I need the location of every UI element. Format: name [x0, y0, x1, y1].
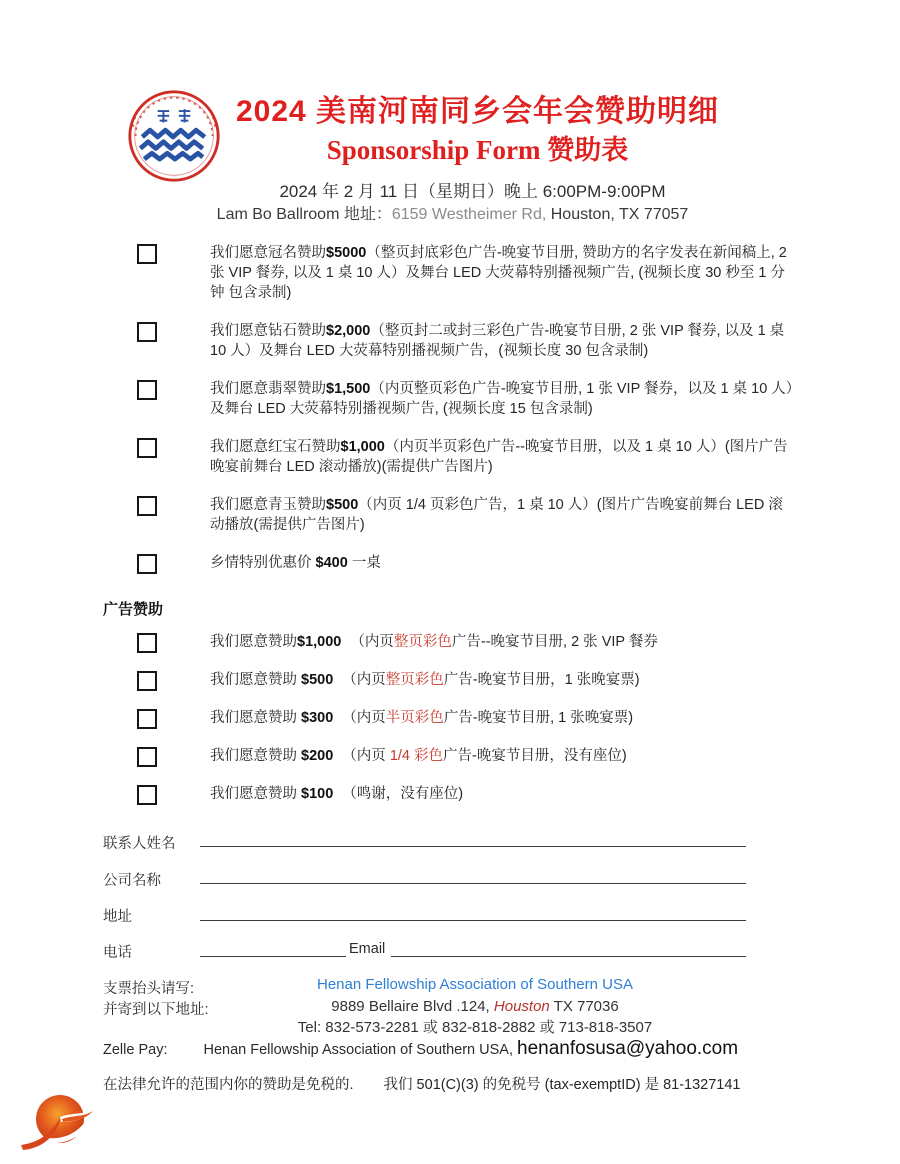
ad-100-text: [210, 784, 795, 804]
ad-row-100: [137, 784, 795, 805]
option-amount: $1,000: [297, 634, 342, 650]
sponsor-row-5000: [137, 243, 795, 303]
option-text: （内页: [342, 748, 390, 764]
sponsor-5000-text: [210, 243, 795, 303]
event-venue: [0, 201, 900, 224]
address-input-line[interactable]: [200, 919, 746, 921]
sponsor-1000-text: [210, 437, 795, 477]
option-text: 我们愿意赞助: [210, 672, 302, 688]
mail-to-label: 并寄到以下地址:: [103, 1002, 209, 1018]
option-text: 我们愿意赞助: [210, 786, 302, 802]
contact-name-input-line[interactable]: [200, 845, 746, 847]
telephone-line: Tel: 832-573-2281 或 832-818-2882 或 713-818-3507: [297, 1019, 653, 1036]
option-amount: $500: [326, 497, 359, 513]
sponsor-1500-text: [210, 379, 795, 419]
ad-100-checkbox[interactable]: [137, 785, 157, 805]
company-name-input-line[interactable]: [200, 882, 746, 884]
ad-200-checkbox[interactable]: [137, 747, 157, 767]
sponsor-400-text: [210, 553, 795, 573]
zelle-email: henanfosusa@yahoo.com: [517, 1038, 739, 1059]
option-text: 一桌: [347, 555, 381, 571]
option-text: （整页封底彩色广告-晚宴节目册, 赞助方的名字发表在新闻稿上, 2 张 VIP 餐券, 以及 1 桌 10 人）及舞台 LED 大荧幕特别播视频广告, (视频长度 30 秒至 1 分钟 包含录制): [210, 245, 787, 301]
option-text: （内页整页彩色广告-晚宴节目册, 1 张 VIP 餐券，以及 1 桌 10 人）及舞台 LED 大荧幕特别播视频广告, (视频长度 15 包含录制): [210, 381, 794, 417]
sponsor-1000-checkbox[interactable]: [137, 438, 157, 458]
option-text: 广告-晚宴节目册，没有座位): [443, 748, 627, 764]
ad-row-200: [137, 746, 795, 767]
ad-500-checkbox[interactable]: [137, 671, 157, 691]
ad-1000-text: [210, 632, 795, 652]
option-text: 广告-晚宴节目册，1 张晚宴票): [443, 672, 640, 688]
check-payable-label: 支票抬头请写:: [103, 981, 195, 997]
email-label: Email: [349, 941, 386, 957]
option-text: （内页: [342, 710, 386, 726]
ad-row-300: [137, 708, 795, 729]
option-red-text: 整页彩色: [385, 672, 444, 688]
venue-street: 6159 Westheimer Rd,: [391, 206, 547, 223]
phone-input-line[interactable]: [200, 955, 346, 957]
sponsor-500-checkbox[interactable]: [137, 496, 157, 516]
address-text: 9889 Bellaire Blvd .124,: [331, 998, 494, 1015]
sponsor-1500-checkbox[interactable]: [137, 380, 157, 400]
address-city-text: Houston: [493, 998, 550, 1015]
option-text: 我们愿意翡翠赞助: [210, 381, 326, 397]
company-name-label: 公司名称: [103, 873, 161, 889]
option-text: （内页: [350, 634, 394, 650]
option-amount: $300: [301, 710, 334, 726]
option-text: 我们愿意赞助: [210, 748, 302, 764]
contact-name-label: 联系人姓名: [103, 836, 176, 852]
option-text: （内页 1/4 页彩色广告，1 桌 10 人）(图片广告晚宴前舞台 LED 滚动播放(需提供广告图片): [210, 497, 783, 533]
sponsor-options-list: [103, 243, 795, 822]
tax-id-text: 我们 501(C)(3) 的免税号 (tax-exemptID) 是 81-1327141: [383, 1077, 741, 1093]
ad-200-text: [210, 746, 795, 766]
option-amount: $5000: [326, 245, 367, 261]
event-date: 2024 年 2 月 11 日（星期日）晚上 6:00PM-9:00PM: [279, 182, 666, 201]
tax-exempt-note: [103, 1073, 741, 1094]
sponsor-row-1000: [137, 437, 795, 477]
ad-500-text: [210, 670, 795, 690]
email-input-line[interactable]: [391, 955, 746, 957]
option-text: 我们愿意赞助: [210, 710, 302, 726]
option-red-text: 1/4 彩色: [389, 748, 444, 764]
ad-row-500: [137, 670, 795, 691]
zelle-label: Zelle Pay:: [103, 1042, 168, 1058]
option-text: （鸣谢，没有座位): [342, 786, 464, 802]
phoenix-watermark-logo: [16, 1088, 96, 1158]
option-text: （整页封二或封三彩色广告-晚宴节目册, 2 张 VIP 餐券, 以及 1 桌 10 人）及舞台 LED 大荧幕特别播视频广告，(视频长度 30 包含录制): [210, 323, 785, 359]
venue-city: Houston, TX 77057: [550, 206, 689, 223]
ad-section-heading: 广告赞助: [103, 601, 164, 618]
address-text: TX 77036: [549, 998, 619, 1015]
option-amount: $400: [315, 555, 348, 571]
option-text: 我们愿意赞助: [210, 634, 297, 650]
ad-row-1000: [137, 632, 795, 653]
option-text: 我们愿意红宝石赞助: [210, 439, 341, 455]
sponsor-row-1500: [137, 379, 795, 419]
option-amount: $1,000: [340, 439, 385, 455]
option-amount: $1,500: [326, 381, 371, 397]
option-text: 我们愿意钻石赞助: [210, 323, 326, 339]
sponsor-400-checkbox[interactable]: [137, 554, 157, 574]
check-payee-name: Henan Fellowship Association of Southern USA: [316, 976, 633, 993]
page-subtitle: Sponsorship Form 赞助表: [326, 135, 629, 165]
page-title: 2024 美南河南同乡会年会赞助明细: [235, 95, 720, 128]
option-red-text: 半页彩色: [385, 710, 444, 726]
ad-300-checkbox[interactable]: [137, 709, 157, 729]
sponsor-5000-checkbox[interactable]: [137, 244, 157, 264]
option-red-text: 整页彩色: [393, 634, 452, 650]
sponsor-2000-text: [210, 321, 795, 361]
phone-label: 电话: [103, 945, 132, 961]
mailing-address: [200, 998, 750, 1015]
option-amount: $2,000: [326, 323, 371, 339]
sponsor-row-400-table: [137, 553, 795, 574]
venue-label: Lam Bo Ballroom 地址：: [216, 206, 392, 223]
option-amount: $100: [301, 786, 334, 802]
option-text: （内页: [342, 672, 386, 688]
sponsor-500-text: [210, 495, 795, 535]
zelle-line: [103, 1038, 738, 1060]
option-amount: $200: [301, 748, 334, 764]
option-text: 广告--晚宴节目册, 2 张 VIP 餐券: [451, 634, 658, 650]
ad-300-text: [210, 708, 795, 728]
sponsor-row-2000: [137, 321, 795, 361]
option-text: 我们愿意青玉赞助: [210, 497, 326, 513]
option-amount: $500: [301, 672, 334, 688]
tax-note-text: 在法律允许的范围内你的赞助是免税的.: [103, 1077, 354, 1093]
sponsor-2000-checkbox[interactable]: [137, 322, 157, 342]
ad-1000-checkbox[interactable]: [137, 633, 157, 653]
option-text: 乡情特别优惠价: [210, 555, 316, 571]
sponsor-row-500: [137, 495, 795, 535]
option-text: （内页半页彩色广告--晚宴节目册，以及 1 桌 10 人）(图片广告晚宴前舞台 LED 滚动播放)(需提供广告图片): [210, 439, 788, 475]
option-text: 广告-晚宴节目册, 1 张晚宴票): [443, 710, 634, 726]
address-label: 地址: [103, 909, 132, 925]
zelle-account-name: Henan Fellowship Association of Southern USA,: [203, 1042, 513, 1058]
option-text: 我们愿意冠名赞助: [210, 245, 326, 261]
